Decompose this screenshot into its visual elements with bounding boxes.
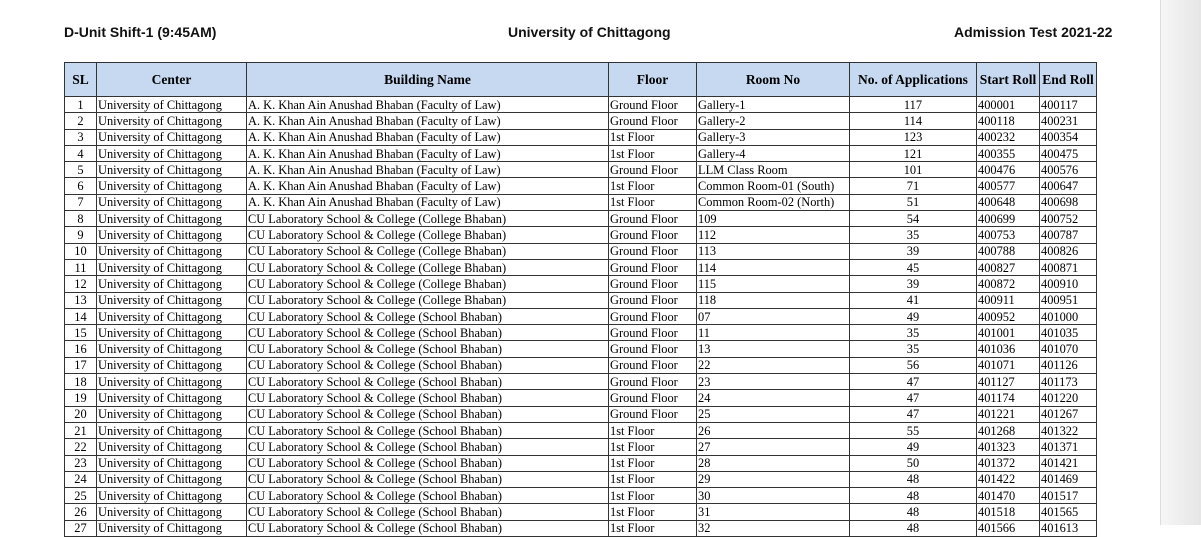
cell-end-roll: 401613 [1040,520,1097,536]
cell-room-no: 30 [697,488,850,504]
cell-start-roll: 400577 [977,178,1040,194]
cell-start-roll: 400753 [977,227,1040,243]
cell-center: University of Chittagong [97,113,247,129]
cell-center: University of Chittagong [97,357,247,373]
cell-floor: 1st Floor [609,439,697,455]
cell-building-name: CU Laboratory School & College (School Bhaban) [247,504,609,520]
cell-center: University of Chittagong [97,341,247,357]
page-edge-shadow [1160,0,1201,525]
cell-building-name: A. K. Khan Ain Anushad Bhaban (Faculty of Law) [247,97,609,113]
cell-start-roll: 401071 [977,357,1040,373]
cell-room-no: 28 [697,455,850,471]
cell-room-no: 13 [697,341,850,357]
cell-sl: 11 [65,259,97,275]
cell-building-name: CU Laboratory School & College (School Bhaban) [247,471,609,487]
cell-room-no: Common Room-02 (North) [697,194,850,210]
cell-floor: Ground Floor [609,276,697,292]
cell-floor: 1st Floor [609,471,697,487]
cell-room-no: 109 [697,211,850,227]
cell-room-no: 114 [697,259,850,275]
cell-floor: Ground Floor [609,97,697,113]
cell-floor: 1st Floor [609,145,697,161]
cell-start-roll: 401372 [977,455,1040,471]
cell-sl: 22 [65,439,97,455]
table-row [65,439,1097,455]
cell-applications: 39 [850,276,977,292]
cell-building-name: A. K. Khan Ain Anushad Bhaban (Faculty of Law) [247,194,609,210]
cell-sl: 3 [65,129,97,145]
cell-building-name: A. K. Khan Ain Anushad Bhaban (Faculty of Law) [247,145,609,161]
cell-applications: 51 [850,194,977,210]
cell-room-no: 113 [697,243,850,259]
cell-sl: 23 [65,455,97,471]
cell-applications: 101 [850,162,977,178]
cell-building-name: CU Laboratory School & College (School Bhaban) [247,357,609,373]
cell-floor: Ground Floor [609,341,697,357]
cell-end-roll: 400951 [1040,292,1097,308]
cell-start-roll: 400648 [977,194,1040,210]
cell-end-roll: 400354 [1040,129,1097,145]
cell-building-name: A. K. Khan Ain Anushad Bhaban (Faculty of Law) [247,178,609,194]
cell-end-roll: 401469 [1040,471,1097,487]
cell-applications: 123 [850,129,977,145]
cell-center: University of Chittagong [97,178,247,194]
shift-title: D-Unit Shift-1 (9:45AM) [64,24,217,40]
cell-center: University of Chittagong [97,227,247,243]
cell-applications: 47 [850,406,977,422]
cell-start-roll: 400118 [977,113,1040,129]
cell-start-roll: 401174 [977,390,1040,406]
cell-center: University of Chittagong [97,162,247,178]
cell-applications: 47 [850,374,977,390]
table-row [65,520,1097,536]
table-row [65,259,1097,275]
cell-floor: 1st Floor [609,455,697,471]
cell-sl: 17 [65,357,97,373]
cell-start-roll: 400699 [977,211,1040,227]
cell-center: University of Chittagong [97,292,247,308]
cell-floor: Ground Floor [609,259,697,275]
cell-applications: 55 [850,422,977,438]
cell-room-no: 23 [697,374,850,390]
cell-applications: 114 [850,113,977,129]
table-row [65,145,1097,161]
cell-center: University of Chittagong [97,439,247,455]
cell-start-roll: 400355 [977,145,1040,161]
cell-center: University of Chittagong [97,455,247,471]
cell-end-roll: 401035 [1040,325,1097,341]
cell-end-roll: 400647 [1040,178,1097,194]
cell-end-roll: 401565 [1040,504,1097,520]
cell-floor: Ground Floor [609,113,697,129]
table-row [65,325,1097,341]
cell-center: University of Chittagong [97,129,247,145]
cell-start-roll: 400952 [977,308,1040,324]
cell-applications: 48 [850,520,977,536]
cell-building-name: A. K. Khan Ain Anushad Bhaban (Faculty of Law) [247,129,609,145]
cell-building-name: CU Laboratory School & College (School Bhaban) [247,520,609,536]
cell-start-roll: 401268 [977,422,1040,438]
cell-room-no: Common Room-01 (South) [697,178,850,194]
cell-sl: 12 [65,276,97,292]
cell-start-roll: 401127 [977,374,1040,390]
cell-end-roll: 400826 [1040,243,1097,259]
cell-sl: 5 [65,162,97,178]
cell-start-roll: 400476 [977,162,1040,178]
cell-center: University of Chittagong [97,259,247,275]
table-row [65,194,1097,210]
cell-applications: 48 [850,471,977,487]
cell-building-name: CU Laboratory School & College (School Bhaban) [247,308,609,324]
cell-room-no: 29 [697,471,850,487]
cell-floor: Ground Floor [609,227,697,243]
cell-applications: 35 [850,227,977,243]
cell-center: University of Chittagong [97,194,247,210]
cell-end-roll: 400475 [1040,145,1097,161]
cell-end-roll: 401267 [1040,406,1097,422]
cell-end-roll: 401173 [1040,374,1097,390]
cell-applications: 35 [850,325,977,341]
table-header-row [65,63,1097,97]
cell-floor: 1st Floor [609,504,697,520]
cell-sl: 15 [65,325,97,341]
cell-sl: 24 [65,471,97,487]
table-row [65,211,1097,227]
table-row [65,308,1097,324]
cell-start-roll: 401323 [977,439,1040,455]
university-title: University of Chittagong [508,24,671,40]
cell-room-no: 112 [697,227,850,243]
cell-building-name: CU Laboratory School & College (College Bhaban) [247,276,609,292]
cell-building-name: CU Laboratory School & College (School Bhaban) [247,406,609,422]
cell-applications: 35 [850,341,977,357]
cell-building-name: A. K. Khan Ain Anushad Bhaban (Faculty of Law) [247,162,609,178]
cell-start-roll: 401221 [977,406,1040,422]
cell-start-roll: 400827 [977,259,1040,275]
cell-center: University of Chittagong [97,520,247,536]
col-header-floor: Floor [609,63,697,97]
cell-start-roll: 401566 [977,520,1040,536]
cell-applications: 117 [850,97,977,113]
cell-end-roll: 400576 [1040,162,1097,178]
col-header-start-roll: Start Roll [977,63,1040,97]
cell-sl: 7 [65,194,97,210]
cell-room-no: Gallery-1 [697,97,850,113]
cell-floor: Ground Floor [609,292,697,308]
table-row [65,97,1097,113]
cell-applications: 49 [850,308,977,324]
cell-center: University of Chittagong [97,325,247,341]
table-row [65,113,1097,129]
cell-end-roll: 401371 [1040,439,1097,455]
cell-room-no: Gallery-3 [697,129,850,145]
cell-end-roll: 400910 [1040,276,1097,292]
cell-center: University of Chittagong [97,276,247,292]
seat-plan-table [64,62,1097,537]
cell-center: University of Chittagong [97,374,247,390]
cell-building-name: CU Laboratory School & College (College Bhaban) [247,243,609,259]
cell-building-name: CU Laboratory School & College (College Bhaban) [247,227,609,243]
cell-room-no: 25 [697,406,850,422]
cell-center: University of Chittagong [97,308,247,324]
cell-end-roll: 401220 [1040,390,1097,406]
cell-building-name: CU Laboratory School & College (College Bhaban) [247,259,609,275]
table-row [65,455,1097,471]
cell-start-roll: 400232 [977,129,1040,145]
cell-room-no: 22 [697,357,850,373]
cell-room-no: Gallery-4 [697,145,850,161]
table-row [65,227,1097,243]
table-row [65,390,1097,406]
cell-sl: 14 [65,308,97,324]
cell-center: University of Chittagong [97,488,247,504]
cell-end-roll: 400231 [1040,113,1097,129]
cell-floor: 1st Floor [609,422,697,438]
cell-building-name: CU Laboratory School & College (School Bhaban) [247,341,609,357]
table-row [65,243,1097,259]
cell-sl: 13 [65,292,97,308]
cell-room-no: 11 [697,325,850,341]
cell-center: University of Chittagong [97,504,247,520]
table-row [65,276,1097,292]
cell-center: University of Chittagong [97,471,247,487]
cell-room-no: Gallery-2 [697,113,850,129]
table-row [65,374,1097,390]
cell-end-roll: 401126 [1040,357,1097,373]
cell-room-no: 07 [697,308,850,324]
cell-center: University of Chittagong [97,243,247,259]
cell-applications: 121 [850,145,977,161]
cell-floor: 1st Floor [609,194,697,210]
table-row [65,488,1097,504]
cell-floor: Ground Floor [609,390,697,406]
cell-room-no: 26 [697,422,850,438]
cell-start-roll: 401470 [977,488,1040,504]
col-header-applications: No. of Applications [850,63,977,97]
cell-building-name: CU Laboratory School & College (School Bhaban) [247,488,609,504]
cell-sl: 19 [65,390,97,406]
cell-end-roll: 401517 [1040,488,1097,504]
cell-floor: 1st Floor [609,520,697,536]
cell-floor: Ground Floor [609,325,697,341]
cell-building-name: CU Laboratory School & College (College Bhaban) [247,292,609,308]
cell-sl: 21 [65,422,97,438]
cell-sl: 8 [65,211,97,227]
cell-room-no: 24 [697,390,850,406]
cell-end-roll: 400871 [1040,259,1097,275]
cell-building-name: CU Laboratory School & College (School Bhaban) [247,455,609,471]
cell-applications: 47 [850,390,977,406]
cell-sl: 6 [65,178,97,194]
cell-building-name: A. K. Khan Ain Anushad Bhaban (Faculty of Law) [247,113,609,129]
cell-sl: 16 [65,341,97,357]
cell-start-roll: 400911 [977,292,1040,308]
cell-end-roll: 400787 [1040,227,1097,243]
table-body [65,97,1097,537]
cell-floor: Ground Floor [609,211,697,227]
cell-building-name: CU Laboratory School & College (School Bhaban) [247,390,609,406]
table-row [65,129,1097,145]
cell-room-no: LLM Class Room [697,162,850,178]
cell-start-roll: 400001 [977,97,1040,113]
table-row [65,422,1097,438]
col-header-end-roll: End Roll [1040,63,1097,97]
cell-center: University of Chittagong [97,390,247,406]
cell-room-no: 118 [697,292,850,308]
cell-start-roll: 400872 [977,276,1040,292]
table-row [65,406,1097,422]
cell-sl: 18 [65,374,97,390]
cell-applications: 48 [850,488,977,504]
cell-end-roll: 400698 [1040,194,1097,210]
admission-test-title: Admission Test 2021-22 [954,24,1113,40]
cell-end-roll: 400117 [1040,97,1097,113]
cell-building-name: CU Laboratory School & College (School Bhaban) [247,439,609,455]
cell-sl: 2 [65,113,97,129]
col-header-sl: SL [65,63,97,97]
cell-room-no: 32 [697,520,850,536]
cell-center: University of Chittagong [97,145,247,161]
cell-center: University of Chittagong [97,406,247,422]
cell-applications: 54 [850,211,977,227]
cell-floor: Ground Floor [609,374,697,390]
cell-floor: Ground Floor [609,308,697,324]
cell-start-roll: 401036 [977,341,1040,357]
cell-applications: 56 [850,357,977,373]
cell-room-no: 31 [697,504,850,520]
cell-sl: 25 [65,488,97,504]
table-row [65,162,1097,178]
cell-floor: Ground Floor [609,357,697,373]
cell-sl: 26 [65,504,97,520]
cell-end-roll: 401322 [1040,422,1097,438]
table-row [65,357,1097,373]
cell-end-roll: 400752 [1040,211,1097,227]
cell-end-roll: 401421 [1040,455,1097,471]
cell-building-name: CU Laboratory School & College (College Bhaban) [247,211,609,227]
cell-building-name: CU Laboratory School & College (School Bhaban) [247,325,609,341]
table-row [65,504,1097,520]
cell-floor: 1st Floor [609,129,697,145]
cell-end-roll: 401000 [1040,308,1097,324]
cell-applications: 48 [850,504,977,520]
cell-floor: Ground Floor [609,243,697,259]
cell-room-no: 27 [697,439,850,455]
cell-room-no: 115 [697,276,850,292]
cell-sl: 9 [65,227,97,243]
cell-floor: 1st Floor [609,488,697,504]
cell-applications: 49 [850,439,977,455]
cell-applications: 50 [850,455,977,471]
cell-sl: 4 [65,145,97,161]
cell-sl: 27 [65,520,97,536]
cell-building-name: CU Laboratory School & College (School Bhaban) [247,374,609,390]
table-row [65,341,1097,357]
col-header-center: Center [97,63,247,97]
cell-center: University of Chittagong [97,211,247,227]
cell-end-roll: 401070 [1040,341,1097,357]
cell-sl: 10 [65,243,97,259]
cell-applications: 45 [850,259,977,275]
cell-center: University of Chittagong [97,97,247,113]
cell-building-name: CU Laboratory School & College (School Bhaban) [247,422,609,438]
cell-applications: 41 [850,292,977,308]
table-row [65,178,1097,194]
cell-center: University of Chittagong [97,422,247,438]
cell-floor: Ground Floor [609,162,697,178]
cell-floor: Ground Floor [609,406,697,422]
cell-start-roll: 401422 [977,471,1040,487]
cell-start-roll: 400788 [977,243,1040,259]
col-header-room-no: Room No [697,63,850,97]
cell-sl: 1 [65,97,97,113]
cell-applications: 39 [850,243,977,259]
cell-start-roll: 401001 [977,325,1040,341]
cell-sl: 20 [65,406,97,422]
cell-floor: 1st Floor [609,178,697,194]
table-row [65,471,1097,487]
cell-applications: 71 [850,178,977,194]
table-row [65,292,1097,308]
col-header-building-name: Building Name [247,63,609,97]
cell-start-roll: 401518 [977,504,1040,520]
